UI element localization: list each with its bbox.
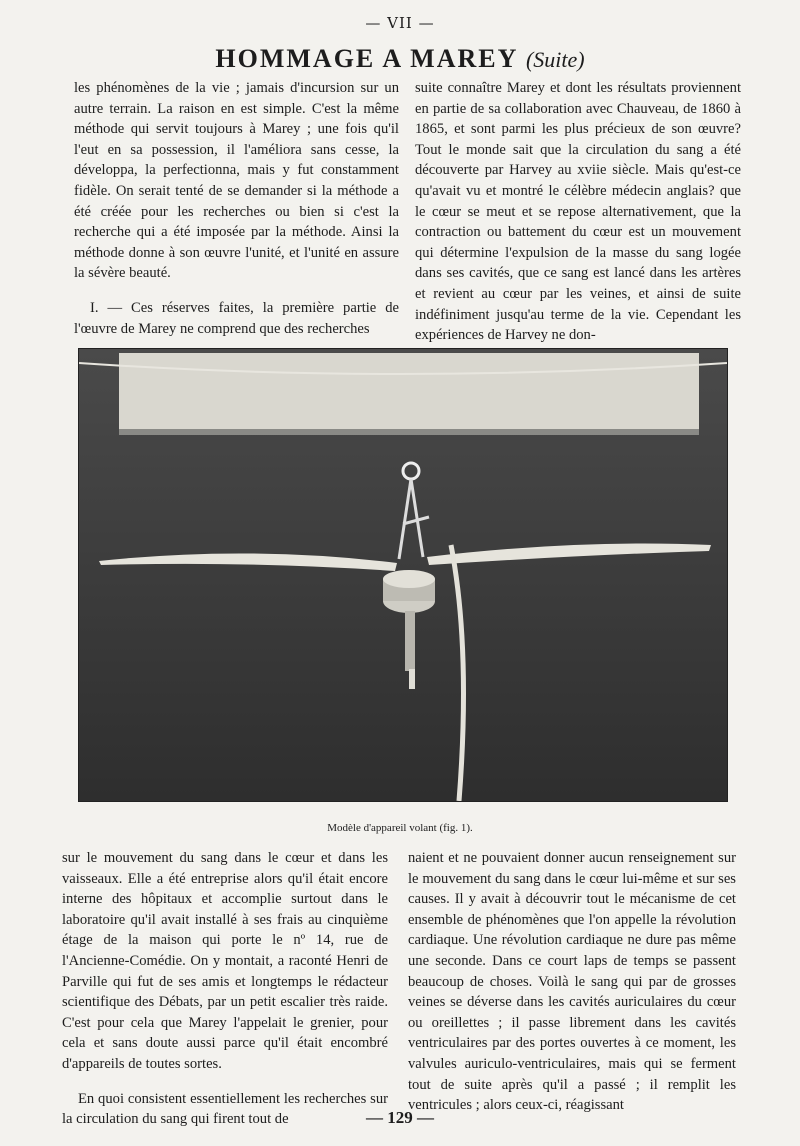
column-top-left (74, 78, 399, 339)
paragraph: I. — Ces réserves faites, la première partie de l'œuvre de Marey ne comprend que des recherches (74, 299, 399, 337)
page-number: — 129 — (366, 1108, 434, 1127)
paragraph: les phénomènes de la vie ; jamais d'incursion sur un autre terrain. La raison en est simple. C'est la même méthode qui servit toujours à Marey ; une fois qu'il l'eut en sa possession, il l'améliora sans cesse, la développa, la perfectionna, mais y fut constamment fidèle. On serait tenté de se demander si la méthode a été créée pour les recherches ou bien si c'est la recherche qui a été imposée par la méthode. Ainsi la méthode donne à son œuvre l'unité, et l'unité en assure la sévère beauté. (74, 80, 399, 282)
article-title-suffix: (Suite) (525, 47, 585, 72)
column-top-right (415, 78, 741, 346)
article-title (0, 44, 800, 74)
flying-machine-photo (78, 348, 728, 802)
article-title-text: HOMMAGE A MAREY (215, 44, 518, 73)
paragraph: suite connaître Marey et dont les résultats proviennent en partie de sa collaboration avec Chauveau, de 1860 à 1865, et sont parmi les plus précieux de son œuvre? Tout le monde sait que la circulation du sang a été découverte par Harvey au xviie siècle. Mais qu'est-ce qu'avait vu et montré le célèbre médecin anglais? que le cœur se meut et se repose alternativement, que la contraction ou battement du cœur est un mouvement qui détermine l'expulsion de la masse du sang logée dans ses cavités, que ce sang est lancé dans les artères et revient au cœur par les veines, et ainsi de suite indéfiniment jusqu'au terme de la vie. Cependant les expériences de Harvey ne don- (415, 80, 741, 344)
paragraph: En quoi consistent essentiellement les recherches sur la circulation du sang qui firent tout de (62, 1090, 388, 1128)
page-marker: — VII — (365, 14, 435, 32)
paragraph: naient et ne pouvaient donner aucun renseignement sur le mouvement du sang dans le cœur lui-même et sur ses causes. Il y avait à découvrir tout le mécanisme de cet ensemble de phénomènes que l'on appelle la révolution cardiaque. Une révolution cardiaque ne dure pas même une seconde. Dans ce court laps de temps se passent beaucoup de choses. Voilà le sang qui par de grosses veines se déverse dans les cavités auriculaires du cœur ou oreillettes ; il passe librement dans les cavités ventriculaires par des portes ouvertes à ce moment, les valvules auriculo-ventriculaires, mais qui se ferment tout de suite après qu'il a passé ; il remplit les ventricules ; alors ceux-ci, réagissant (408, 850, 736, 1114)
paragraph: sur le mouvement du sang dans le cœur et dans les vaisseaux. Elle a été entreprise alors qu'il était encore interne des hôpitaux et accomplie surtout dans le laboratoire qu'il avait installé à ses frais au cinquième étage de la maison qui porte le nº 14, rue de l'Ancienne-Comédie. On y montait, a raconté Henri de Parville qui fut de ses amis et longtemps le rédacteur scientifique des Débats, par un petit escalier très raide. C'est pour cela que Marey l'appelait le grenier, pour cela et sans doute aussi parce qu'il était encombré d'appareils de toutes sortes. (62, 850, 388, 1072)
figure-caption: Modèle d'appareil volant (fig. 1). (327, 822, 473, 834)
column-bottom-right (408, 848, 736, 1116)
column-bottom-left (62, 848, 388, 1130)
